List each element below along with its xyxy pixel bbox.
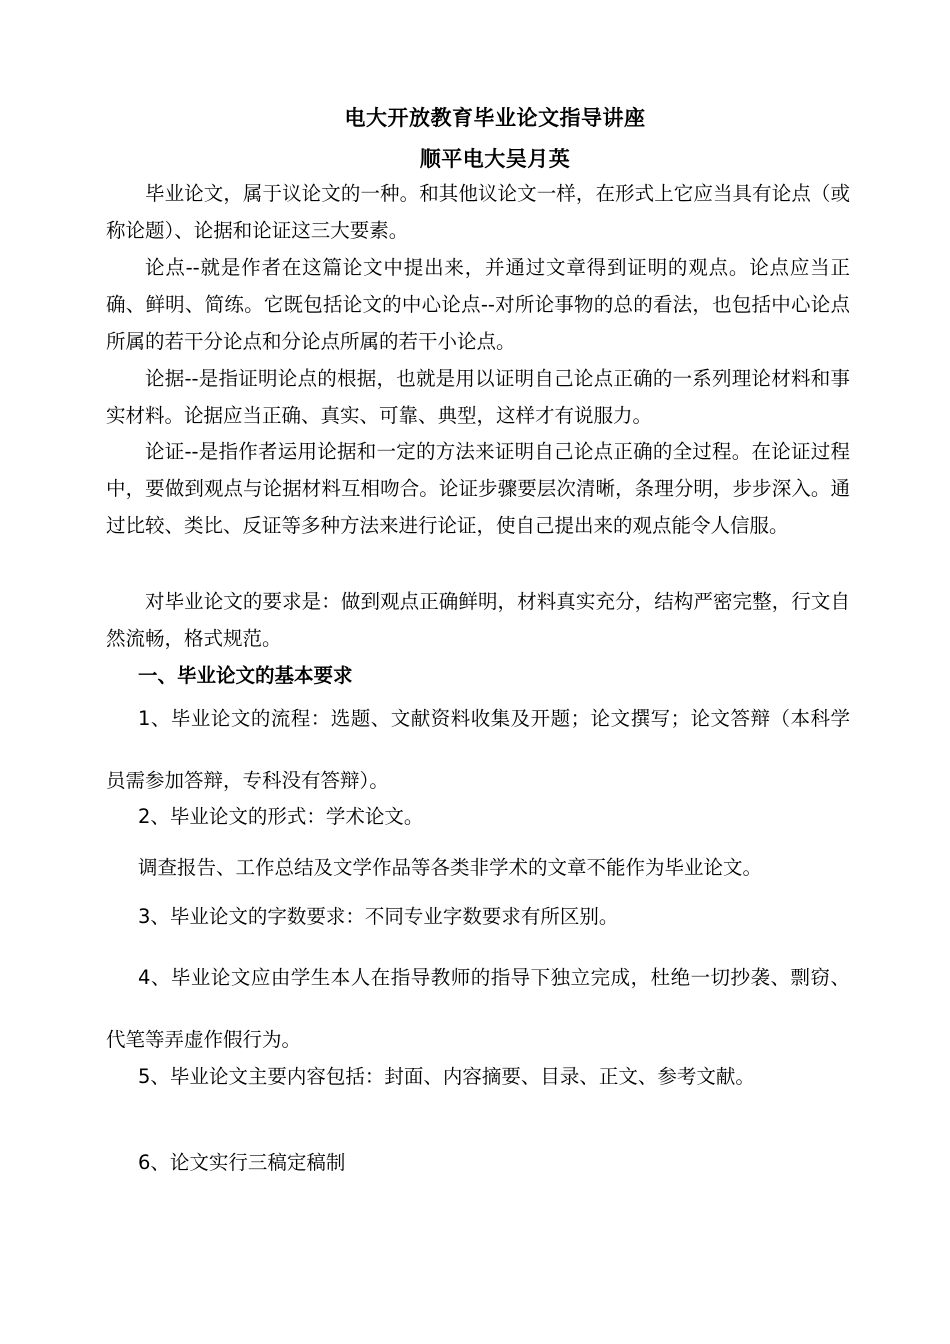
list-item-1: 1、毕业论文的流程：选题、文献资料收集及开题；论文撰写；论文答辩（本科学员需参加答辩，专科没有答辩）。 — [106, 707, 850, 792]
paragraph-lunzheng: 论证--是指作者运用论据和一定的方法来证明自己论点正确的全过程。在论证过程中，要做到观点与论据材料互相吻合。论证步骤要层次清晰，条理分明，步步深入。通过比较、类比、反证等多种方法来进行论证，使自己提出来的观点能令人信服。 — [106, 440, 850, 537]
paragraph-intro: 毕业论文，属于议论文的一种。和其他议论文一样，在形式上它应当具有论点（或称论题）、论据和论证这三大要素。 — [106, 182, 850, 242]
list-item-3: 3、毕业论文的字数要求：不同专业字数要求有所区别。 — [138, 905, 619, 928]
list-item-2: 2、毕业论文的形式：学术论文。 — [138, 805, 424, 828]
document-title: 电大开放教育毕业论文指导讲座 — [344, 106, 646, 130]
list-item-6: 6、论文实行三稿定稿制 — [138, 1151, 346, 1174]
list-item-2-note: 调查报告、工作总结及文学作品等各类非学术的文章不能作为毕业论文。 — [138, 856, 763, 879]
section-heading-basic-requirements: 一、毕业论文的基本要求 — [138, 664, 353, 687]
paragraph-requirements: 对毕业论文的要求是：做到观点正确鲜明，材料真实充分，结构严密完整，行文自然流畅，格式规范。 — [106, 590, 850, 650]
document-author: 顺平电大吴月英 — [419, 147, 571, 171]
list-item-5: 5、毕业论文主要内容包括：封面、内容摘要、目录、正文、参考文献。 — [138, 1065, 755, 1088]
paragraph-lundian: 论点--就是作者在这篇论文中提出来，并通过文章得到证明的观点。论点应当正确、鲜明、简练。它既包括论文的中心论点--对所论事物的总的看法，也包括中心论点所属的若干分论点和分论点所属的若干小论点。 — [106, 256, 850, 353]
list-item-4: 4、毕业论文应由学生本人在指导教师的指导下独立完成，杜绝一切抄袭、剽窃、代笔等弄虚作假行为。 — [106, 966, 850, 1051]
paragraph-lunju: 论据--是指证明论点的根据，也就是用以证明自己论点正确的一系列理论材料和事实材料。论据应当正确、真实、可靠、典型，这样才有说服力。 — [106, 367, 850, 427]
